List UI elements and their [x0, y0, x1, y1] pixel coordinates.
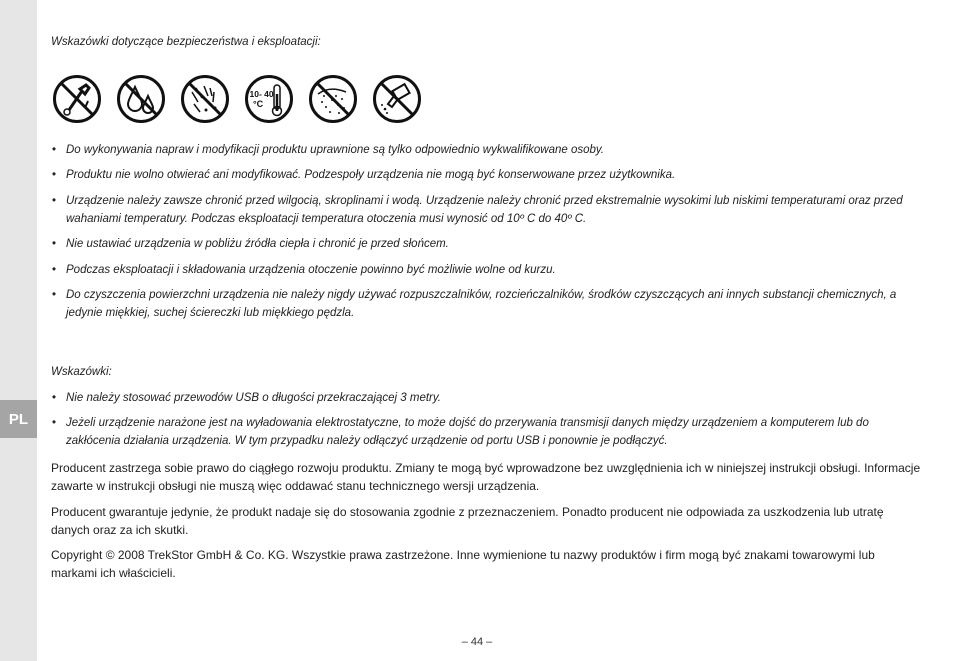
list-item: • Do czyszczenia powierzchni urządzenia nie należy nigdy używać rozpuszczalników, rozcieńczalników, środków czyszczących ani innych substancji chemicznych, a jedynie miękkiej, suchej ściereczki lub miękkiego pędzla. [51, 286, 921, 322]
paragraph-warranty: Producent gwarantuje jedynie, że produkt nadaje się do stosowania zgodnie z przeznaczeniem. Ponadto producent nie odpowiada za uszkodzenia lub utratę danych oraz za ich skutki. [51, 505, 884, 537]
hints-list [51, 389, 921, 458]
temperature-unit-label: °C [253, 99, 264, 109]
safety-title: Wskazówki dotyczące bezpieczeństwa i eksploatacji: [51, 36, 321, 48]
list-item: • Podczas eksploatacji i składowania urządzenia otoczenie powinno być możliwie wolne od kurzu. [51, 261, 921, 279]
temperature-range-label: 10- 40 [249, 89, 274, 99]
safety-icons [52, 74, 422, 124]
list-item: • Jeżeli urządzenie narażone jest na wyładowania elektrostatyczne, to może dojść do przerywania transmisji danych między urządzeniem a komputerem lub do zakłócenia działania urządzenia. W tym przypadku należy odłączyć urządzenie od portu USB i ponownie je podłączyć. [51, 414, 921, 450]
list-item: • Nie ustawiać urządzenia w pobliżu źródła ciepła i chronić je przed słońcem. [51, 235, 921, 253]
paragraph-copyright: Copyright © 2008 TrekStor GmbH & Co. KG. Wszystkie prawa zastrzeżone. Inne wymienione tu nazwy produktów i firm mogą być znakami towarowymi lub markami ich właścicieli. [51, 548, 875, 580]
list-item: • Do wykonywania napraw i modyfikacji produktu uprawnione są tylko odpowiednio wykwalifikowane osoby. [51, 141, 921, 159]
temperature-range-icon [244, 74, 294, 124]
paragraph-development: Producent zastrzega sobie prawo do ciągłego rozwoju produktu. Zmiany te mogą być wprowadzone bez uwzględnienia ich w niniejszej instrukcji obsługi. Informacje zawarte w instrukcji obsługi nie muszą więc oddawać stanu technicznego wersji urządzenia. [51, 461, 921, 493]
list-item: • Produktu nie wolno otwierać ani modyfikować. Podzespoły urządzenia nie mogą być konserwowane przez użytkownika. [51, 166, 921, 184]
list-item: • Urządzenie należy zawsze chronić przed wilgocią, skroplinami i wodą. Urządzenie należy chronić przed ekstremalnie wysokimi lub niskimi temperaturami oraz przed wahaniami temperatury. Podczas eksploatacji temperatura otoczenia musi wynosić od 10º C do 40º C. [51, 192, 921, 228]
no-chemicals-icon [372, 74, 422, 124]
list-item: • Nie należy stosować przewodów USB o długości przekraczającej 3 metry. [51, 389, 921, 407]
page-number: – 44 – [461, 636, 493, 648]
no-dust-icon [308, 74, 358, 124]
no-tools-icon [52, 74, 102, 124]
language-tab: PL [0, 400, 37, 438]
hints-title: Wskazówki: [51, 366, 112, 378]
no-humidity-icon [180, 74, 230, 124]
no-liquids-icon [116, 74, 166, 124]
safety-list [51, 141, 921, 329]
page-margin-bar [0, 0, 37, 661]
